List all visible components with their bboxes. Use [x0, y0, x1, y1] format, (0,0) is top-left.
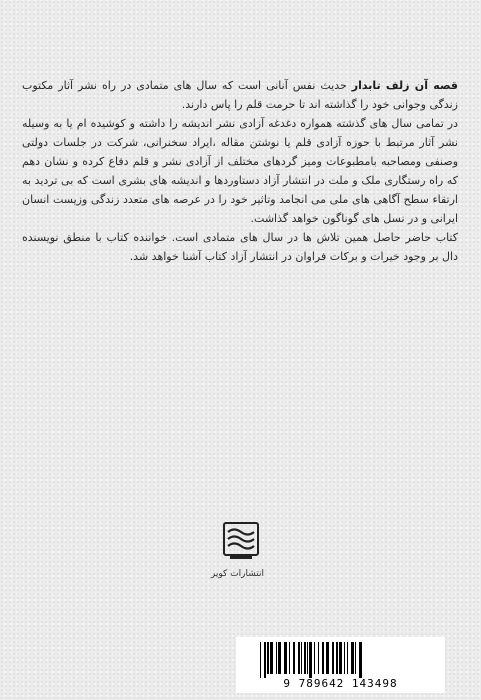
barcode-bar [318, 642, 319, 674]
blurb-text [22, 76, 458, 266]
barcode-bar [336, 642, 338, 674]
book-title: قصه آن زلف تابدار [351, 79, 458, 92]
barcode-bar [301, 642, 302, 674]
barcode-bar [351, 642, 354, 674]
barcode-bar [307, 642, 308, 674]
barcode-bar [298, 642, 300, 674]
isbn-barcode [236, 637, 445, 693]
barcode-bar [359, 642, 362, 678]
blurb-paragraph-3: کتاب حاضر حاصل همین تلاش ها در سال های متمادی است. خواننده کتاب با منطق نویسنده دال بر وجود خیرات و برکات فراوان در انتشار آزاد کتاب آشنا خواهد شد. [22, 231, 458, 263]
publisher-name: انتشارات کویر [210, 569, 264, 579]
barcode-bar [284, 642, 287, 674]
barcode-bar [347, 642, 348, 674]
blurb-paragraph-2: در تمامی سال های گذشته همواره دغدغه آزادی نشر اندیشه را داشته و کوشیده ام یا به وسیله نشر آثار مرتبط با حوزه آزادی قلم یا نوشتن مقاله ،ایراد سخنرانی، شرکت در جلسات دولتی وصنفی ومصاحبه بامطبوعات ومیز گردهای مختلف از آزادی نشر و قلم دفاع کرده و نشان دهم که راه رستگاری ملک و ملت در انتشار آزاد دستاوردها و اندیشه های بشری است که بی تردید به ارتقاء سطح آگاهی های ملی می انجامد وتاثیر خود را در عرصه های متعدد زندگی وزیست انسان ایرانی و در نسل های گوناگون خواهد گذاشت. [22, 117, 458, 225]
barcode-bar [322, 642, 324, 674]
barcode-bar [309, 642, 312, 678]
barcode-bar [332, 642, 334, 674]
barcode-bar [260, 642, 261, 678]
barcode-bar [270, 642, 273, 674]
barcode-bar [344, 642, 345, 674]
blurb-paragraph-1 [22, 76, 458, 114]
barcode-bar [278, 642, 281, 674]
publisher-logo [210, 520, 264, 579]
barcode-bar [304, 642, 306, 674]
barcode-bar [326, 642, 329, 674]
barcode-bar [314, 642, 315, 674]
isbn-number: 9 789642 143498 [283, 677, 398, 690]
barcode-bar [289, 642, 290, 674]
barcode-bar [355, 642, 356, 674]
barcode-bar [293, 642, 295, 674]
barcode-bar [267, 642, 269, 674]
blurb-paragraph-1-text: حدیث نفس آنانی است که سال های متمادی در راه نشر آثار مکتوب زندگی وجوانی خود را گذاشته اند تا حرمت قلم را پاس دارند. [22, 79, 458, 111]
kavir-publisher-logo-icon [220, 520, 262, 566]
barcode-bar [276, 642, 277, 674]
ean13-barcode-icon [258, 642, 423, 678]
barcode-bar [264, 642, 266, 678]
barcode-bar [339, 642, 342, 674]
